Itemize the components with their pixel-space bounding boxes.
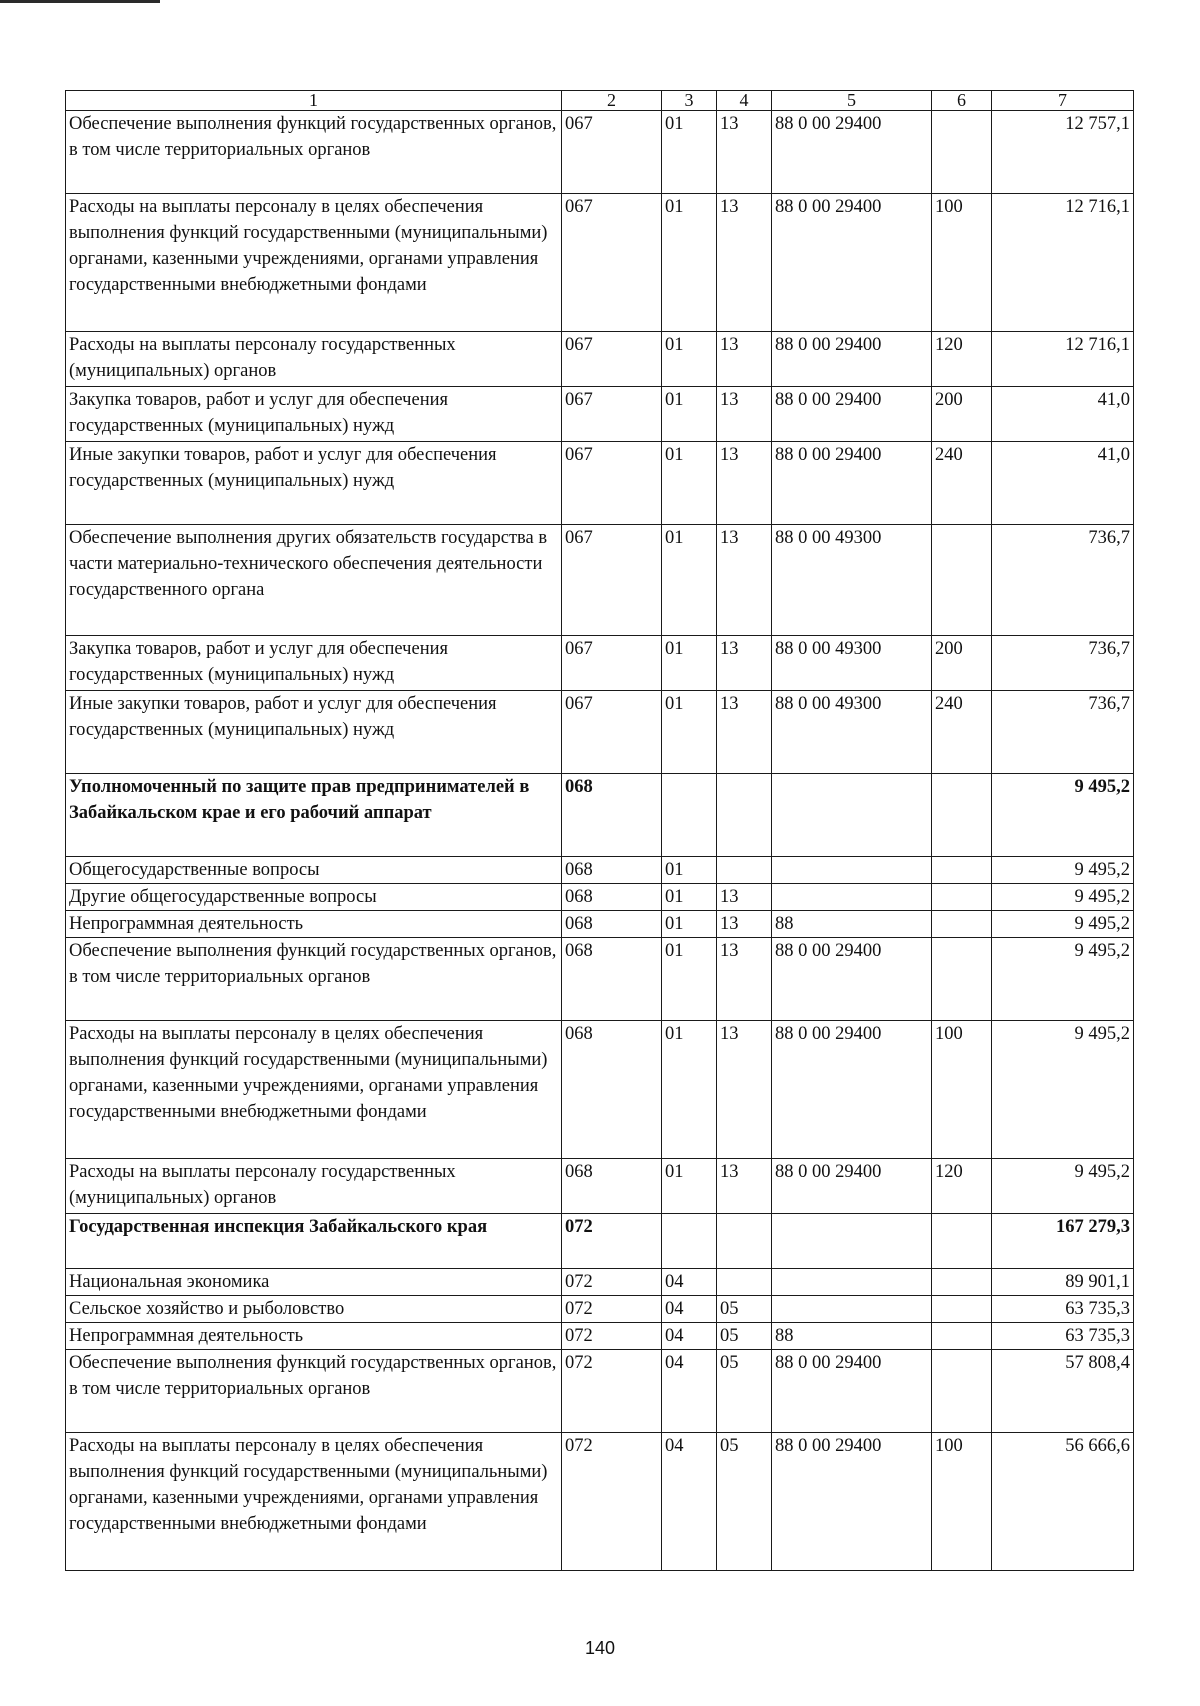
cell-gr-code: 067 <box>562 442 662 525</box>
cell-subsection: 05 <box>717 1323 772 1350</box>
cell-gr-code: 072 <box>562 1269 662 1296</box>
cell-gr-code: 068 <box>562 884 662 911</box>
cell-expense-type: 120 <box>932 1159 992 1214</box>
cell-subsection: 13 <box>717 332 772 387</box>
table-body <box>66 111 1134 1571</box>
cell-target-article: 88 0 00 29400 <box>772 332 932 387</box>
cell-expense-type: 100 <box>932 194 992 332</box>
cell-amount: 736,7 <box>992 691 1134 774</box>
cell-amount: 9 495,2 <box>992 884 1134 911</box>
table-row <box>66 1021 1134 1159</box>
table-header <box>66 91 1134 111</box>
cell-amount: 167 279,3 <box>992 1214 1134 1269</box>
cell-section: 01 <box>662 636 717 691</box>
table-row <box>66 194 1134 332</box>
cell-expense-type <box>932 1296 992 1323</box>
cell-amount: 12 716,1 <box>992 194 1134 332</box>
cell-expense-type <box>932 111 992 194</box>
cell-gr-code: 068 <box>562 911 662 938</box>
cell-section: 01 <box>662 387 717 442</box>
cell-name: Расходы на выплаты персоналу в целях обеспечения выполнения функций государственными (муниципальными) органами, казенными учреждениями, органами управления государственными внебюджетными фондами <box>66 194 562 332</box>
cell-expense-type <box>932 911 992 938</box>
cell-amount: 9 495,2 <box>992 938 1134 1021</box>
cell-subsection: 05 <box>717 1433 772 1571</box>
cell-target-article: 88 0 00 29400 <box>772 387 932 442</box>
cell-target-article <box>772 857 932 884</box>
cell-name: Закупка товаров, работ и услуг для обеспечения государственных (муниципальных) нужд <box>66 636 562 691</box>
header-col-4: 4 <box>717 91 772 111</box>
cell-target-article: 88 0 00 29400 <box>772 1021 932 1159</box>
cell-amount: 41,0 <box>992 442 1134 525</box>
table-row <box>66 1433 1134 1571</box>
cell-gr-code: 072 <box>562 1433 662 1571</box>
cell-section: 01 <box>662 194 717 332</box>
scan-edge-mark <box>0 0 160 3</box>
cell-expense-type <box>932 1214 992 1269</box>
cell-expense-type: 200 <box>932 387 992 442</box>
cell-subsection: 13 <box>717 1021 772 1159</box>
table-row <box>66 911 1134 938</box>
cell-section: 01 <box>662 857 717 884</box>
cell-subsection: 13 <box>717 938 772 1021</box>
cell-section: 01 <box>662 442 717 525</box>
cell-name: Расходы на выплаты персоналу в целях обеспечения выполнения функций государственными (муниципальными) органами, казенными учреждениями, органами управления государственными внебюджетными фондами <box>66 1021 562 1159</box>
cell-name: Национальная экономика <box>66 1269 562 1296</box>
header-col-7: 7 <box>992 91 1134 111</box>
cell-section: 04 <box>662 1433 717 1571</box>
table-row <box>66 884 1134 911</box>
cell-subsection <box>717 857 772 884</box>
cell-amount: 41,0 <box>992 387 1134 442</box>
cell-amount: 63 735,3 <box>992 1296 1134 1323</box>
table-row <box>66 1159 1134 1214</box>
cell-subsection: 13 <box>717 911 772 938</box>
cell-name: Расходы на выплаты персоналу государственных (муниципальных) органов <box>66 332 562 387</box>
cell-target-article: 88 0 00 29400 <box>772 1350 932 1433</box>
cell-subsection: 05 <box>717 1296 772 1323</box>
cell-target-article: 88 0 00 29400 <box>772 111 932 194</box>
table-row <box>66 857 1134 884</box>
cell-expense-type <box>932 1350 992 1433</box>
cell-section: 01 <box>662 1159 717 1214</box>
cell-subsection: 05 <box>717 1350 772 1433</box>
header-col-2: 2 <box>562 91 662 111</box>
cell-expense-type: 100 <box>932 1021 992 1159</box>
cell-name: Непрограммная деятельность <box>66 1323 562 1350</box>
table-row <box>66 1269 1134 1296</box>
cell-amount: 9 495,2 <box>992 1021 1134 1159</box>
cell-subsection: 13 <box>717 636 772 691</box>
cell-section: 01 <box>662 332 717 387</box>
cell-gr-code: 072 <box>562 1296 662 1323</box>
cell-expense-type: 100 <box>932 1433 992 1571</box>
cell-subsection <box>717 774 772 857</box>
cell-name: Обеспечение выполнения функций государственных органов, в том числе территориальных органов <box>66 111 562 194</box>
cell-gr-code: 068 <box>562 1159 662 1214</box>
cell-amount: 12 716,1 <box>992 332 1134 387</box>
page-number: 140 <box>584 1638 616 1658</box>
cell-section: 04 <box>662 1269 717 1296</box>
cell-subsection <box>717 1269 772 1296</box>
cell-section: 01 <box>662 1021 717 1159</box>
cell-subsection: 13 <box>717 442 772 525</box>
table-row <box>66 938 1134 1021</box>
cell-target-article: 88 0 00 29400 <box>772 1159 932 1214</box>
cell-subsection: 13 <box>717 387 772 442</box>
table-row <box>66 1214 1134 1269</box>
cell-name: Расходы на выплаты персоналу в целях обеспечения выполнения функций государственными (муниципальными) органами, казенными учреждениями, органами управления государственными внебюджетными фондами <box>66 1433 562 1571</box>
header-col-3: 3 <box>662 91 717 111</box>
cell-amount: 736,7 <box>992 525 1134 636</box>
cell-section: 01 <box>662 911 717 938</box>
header-col-6: 6 <box>932 91 992 111</box>
cell-name: Общегосударственные вопросы <box>66 857 562 884</box>
cell-gr-code: 068 <box>562 1021 662 1159</box>
cell-target-article: 88 0 00 49300 <box>772 525 932 636</box>
cell-expense-type <box>932 857 992 884</box>
cell-amount: 56 666,6 <box>992 1433 1134 1571</box>
cell-name: Обеспечение выполнения функций государственных органов, в том числе территориальных органов <box>66 938 562 1021</box>
table-row <box>66 774 1134 857</box>
cell-name: Обеспечение выполнения других обязательств государства в части материально-технического обеспечения деятельности государственного органа <box>66 525 562 636</box>
cell-section: 04 <box>662 1296 717 1323</box>
cell-name: Уполномоченный по защите прав предпринимателей в Забайкальском крае и его рабочий аппарат <box>66 774 562 857</box>
header-col-5: 5 <box>772 91 932 111</box>
cell-expense-type <box>932 1323 992 1350</box>
cell-expense-type: 200 <box>932 636 992 691</box>
cell-name: Сельское хозяйство и рыболовство <box>66 1296 562 1323</box>
cell-gr-code: 067 <box>562 525 662 636</box>
cell-expense-type <box>932 525 992 636</box>
cell-expense-type <box>932 774 992 857</box>
cell-amount: 89 901,1 <box>992 1269 1134 1296</box>
cell-section: 01 <box>662 884 717 911</box>
header-col-1: 1 <box>66 91 562 111</box>
cell-section: 04 <box>662 1323 717 1350</box>
cell-section: 01 <box>662 938 717 1021</box>
cell-target-article <box>772 1214 932 1269</box>
cell-gr-code: 072 <box>562 1350 662 1433</box>
cell-section: 01 <box>662 111 717 194</box>
header-row <box>66 91 1134 111</box>
budget-table <box>65 90 1134 1571</box>
cell-subsection: 13 <box>717 111 772 194</box>
table-row <box>66 525 1134 636</box>
cell-target-article: 88 0 00 29400 <box>772 938 932 1021</box>
cell-amount: 736,7 <box>992 636 1134 691</box>
cell-expense-type <box>932 1269 992 1296</box>
cell-subsection: 13 <box>717 525 772 636</box>
cell-expense-type <box>932 884 992 911</box>
cell-amount: 12 757,1 <box>992 111 1134 194</box>
cell-amount: 9 495,2 <box>992 911 1134 938</box>
cell-name: Непрограммная деятельность <box>66 911 562 938</box>
cell-amount: 9 495,2 <box>992 857 1134 884</box>
table-row <box>66 1323 1134 1350</box>
table-row <box>66 442 1134 525</box>
cell-name: Другие общегосударственные вопросы <box>66 884 562 911</box>
cell-target-article <box>772 1296 932 1323</box>
cell-name: Расходы на выплаты персоналу государственных (муниципальных) органов <box>66 1159 562 1214</box>
cell-subsection: 13 <box>717 1159 772 1214</box>
cell-gr-code: 072 <box>562 1323 662 1350</box>
cell-target-article <box>772 884 932 911</box>
cell-target-article <box>772 774 932 857</box>
table-row <box>66 332 1134 387</box>
table-row <box>66 636 1134 691</box>
cell-gr-code: 067 <box>562 636 662 691</box>
cell-expense-type: 240 <box>932 691 992 774</box>
cell-subsection: 13 <box>717 884 772 911</box>
cell-gr-code: 067 <box>562 194 662 332</box>
cell-gr-code: 067 <box>562 387 662 442</box>
cell-gr-code: 068 <box>562 938 662 1021</box>
cell-amount: 9 495,2 <box>992 1159 1134 1214</box>
cell-subsection <box>717 1214 772 1269</box>
table-row <box>66 1350 1134 1433</box>
cell-target-article: 88 0 00 29400 <box>772 194 932 332</box>
cell-section: 01 <box>662 525 717 636</box>
cell-name: Государственная инспекция Забайкальского края <box>66 1214 562 1269</box>
cell-gr-code: 067 <box>562 111 662 194</box>
cell-target-article <box>772 1269 932 1296</box>
table-row <box>66 1296 1134 1323</box>
cell-subsection: 13 <box>717 691 772 774</box>
cell-target-article: 88 0 00 29400 <box>772 442 932 525</box>
cell-name: Обеспечение выполнения функций государственных органов, в том числе территориальных органов <box>66 1350 562 1433</box>
cell-expense-type: 120 <box>932 332 992 387</box>
cell-amount: 9 495,2 <box>992 774 1134 857</box>
table-row <box>66 691 1134 774</box>
cell-expense-type: 240 <box>932 442 992 525</box>
cell-gr-code: 072 <box>562 1214 662 1269</box>
table-row <box>66 387 1134 442</box>
cell-target-article: 88 <box>772 1323 932 1350</box>
cell-name: Иные закупки товаров, работ и услуг для обеспечения государственных (муниципальных) нужд <box>66 442 562 525</box>
cell-section <box>662 774 717 857</box>
cell-section: 01 <box>662 691 717 774</box>
cell-target-article: 88 0 00 29400 <box>772 1433 932 1571</box>
cell-name: Закупка товаров, работ и услуг для обеспечения государственных (муниципальных) нужд <box>66 387 562 442</box>
cell-gr-code: 067 <box>562 332 662 387</box>
cell-subsection: 13 <box>717 194 772 332</box>
cell-gr-code: 068 <box>562 774 662 857</box>
cell-target-article: 88 0 00 49300 <box>772 691 932 774</box>
cell-expense-type <box>932 938 992 1021</box>
cell-target-article: 88 0 00 49300 <box>772 636 932 691</box>
cell-gr-code: 067 <box>562 691 662 774</box>
cell-target-article: 88 <box>772 911 932 938</box>
cell-gr-code: 068 <box>562 857 662 884</box>
cell-name: Иные закупки товаров, работ и услуг для обеспечения государственных (муниципальных) нужд <box>66 691 562 774</box>
cell-section <box>662 1214 717 1269</box>
cell-amount: 57 808,4 <box>992 1350 1134 1433</box>
table-row <box>66 111 1134 194</box>
cell-amount: 63 735,3 <box>992 1323 1134 1350</box>
cell-section: 04 <box>662 1350 717 1433</box>
